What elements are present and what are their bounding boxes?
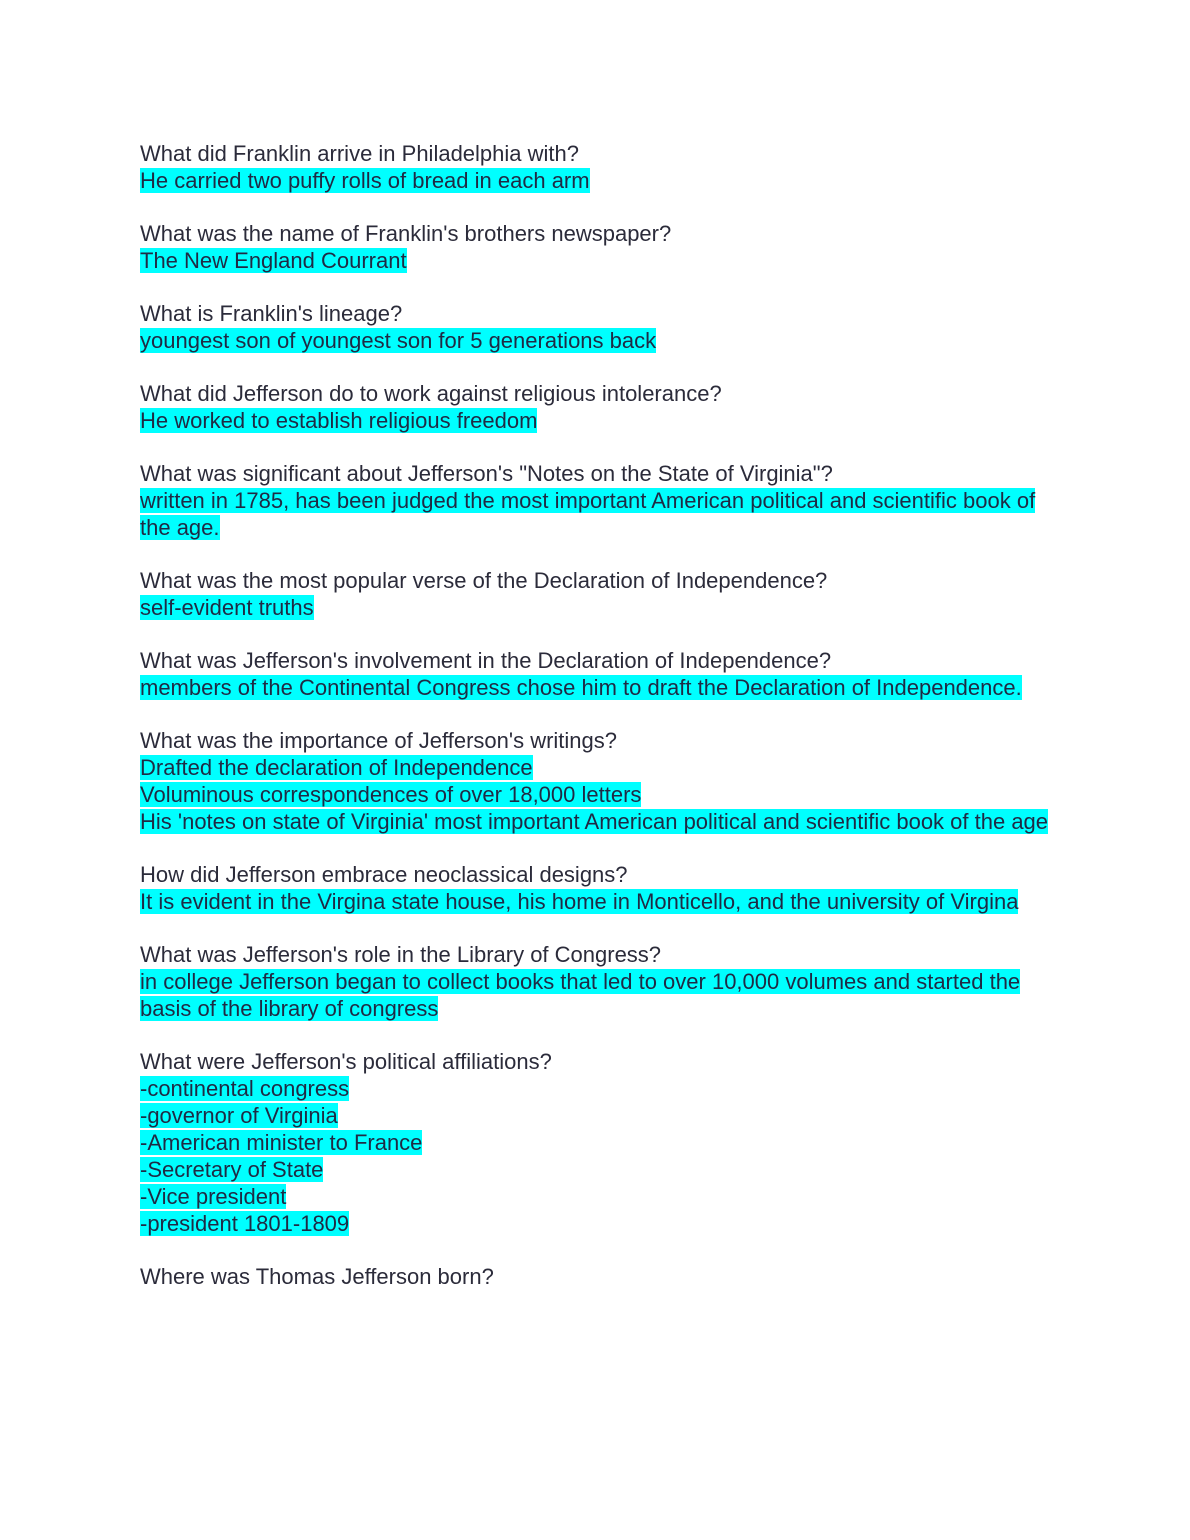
qa-item	[140, 300, 1050, 354]
question-text: What was the name of Franklin's brothers newspaper?	[140, 221, 672, 246]
answer-line	[140, 247, 1050, 274]
highlighted-answer: Drafted the declaration of Independence	[140, 755, 533, 780]
question-text: What was the importance of Jefferson's writings?	[140, 728, 618, 753]
highlighted-answer: He carried two puffy rolls of bread in each arm	[140, 168, 590, 193]
question-text: How did Jefferson embrace neoclassical designs?	[140, 862, 628, 887]
qa-item	[140, 941, 1050, 1022]
qa-item	[140, 861, 1050, 915]
highlighted-answer: self-evident truths	[140, 595, 314, 620]
study-document	[140, 140, 1050, 1316]
qa-item	[140, 460, 1050, 541]
highlighted-answer: -continental congress	[140, 1076, 350, 1101]
highlighted-answer: -governor of Virginia	[140, 1103, 338, 1128]
question-text: What were Jefferson's political affiliations?	[140, 1049, 552, 1074]
qa-item	[140, 727, 1050, 835]
answer-line	[140, 1129, 1050, 1156]
qa-item	[140, 220, 1050, 274]
question-text: Where was Thomas Jefferson born?	[140, 1264, 494, 1289]
highlighted-answer: His 'notes on state of Virginia' most important American political and scientific book of the age	[140, 809, 1049, 834]
answer-line	[140, 327, 1050, 354]
answer-line	[140, 1183, 1050, 1210]
question-text: What is Franklin's lineage?	[140, 301, 403, 326]
answer-line	[140, 754, 1050, 781]
question-text: What did Jefferson do to work against religious intolerance?	[140, 381, 722, 406]
highlighted-answer: -American minister to France	[140, 1130, 423, 1155]
highlighted-answer: written in 1785, has been judged the most important American political and scientific book of the age.	[140, 488, 1036, 540]
question-text: What was Jefferson's role in the Library of Congress?	[140, 942, 662, 967]
answer-line	[140, 781, 1050, 808]
highlighted-answer: -Vice president	[140, 1184, 287, 1209]
answer-line	[140, 407, 1050, 434]
question-text: What was significant about Jefferson's "Notes on the State of Virginia"?	[140, 461, 833, 486]
highlighted-answer: -president 1801-1809	[140, 1211, 350, 1236]
qa-item	[140, 380, 1050, 434]
qa-item	[140, 140, 1050, 194]
answer-line	[140, 968, 1050, 1022]
answer-line	[140, 1156, 1050, 1183]
answer-line	[140, 1102, 1050, 1129]
question-text: What was Jefferson's involvement in the Declaration of Independence?	[140, 648, 832, 673]
answer-line	[140, 1210, 1050, 1237]
answer-line	[140, 487, 1050, 541]
highlighted-answer: youngest son of youngest son for 5 generations back	[140, 328, 657, 353]
highlighted-answer: The New England Courrant	[140, 248, 407, 273]
highlighted-answer: in college Jefferson began to collect books that led to over 10,000 volumes and started the basis of the library of congress	[140, 969, 1021, 1021]
answer-line	[140, 808, 1050, 835]
qa-item	[140, 567, 1050, 621]
answer-line	[140, 594, 1050, 621]
qa-item	[140, 647, 1050, 701]
answer-line	[140, 1075, 1050, 1102]
qa-item	[140, 1048, 1050, 1237]
highlighted-answer: -Secretary of State	[140, 1157, 324, 1182]
highlighted-answer: He worked to establish religious freedom	[140, 408, 538, 433]
answer-line	[140, 888, 1050, 915]
highlighted-answer: Voluminous correspondences of over 18,000 letters	[140, 782, 642, 807]
qa-item	[140, 1263, 1050, 1290]
answer-line	[140, 674, 1050, 701]
highlighted-answer: members of the Continental Congress chose him to draft the Declaration of Independence.	[140, 675, 1022, 700]
answer-line	[140, 167, 1050, 194]
question-text: What was the most popular verse of the Declaration of Independence?	[140, 568, 828, 593]
highlighted-answer: It is evident in the Virgina state house, his home in Monticello, and the university of Virgina	[140, 889, 1019, 914]
question-text: What did Franklin arrive in Philadelphia with?	[140, 141, 579, 166]
